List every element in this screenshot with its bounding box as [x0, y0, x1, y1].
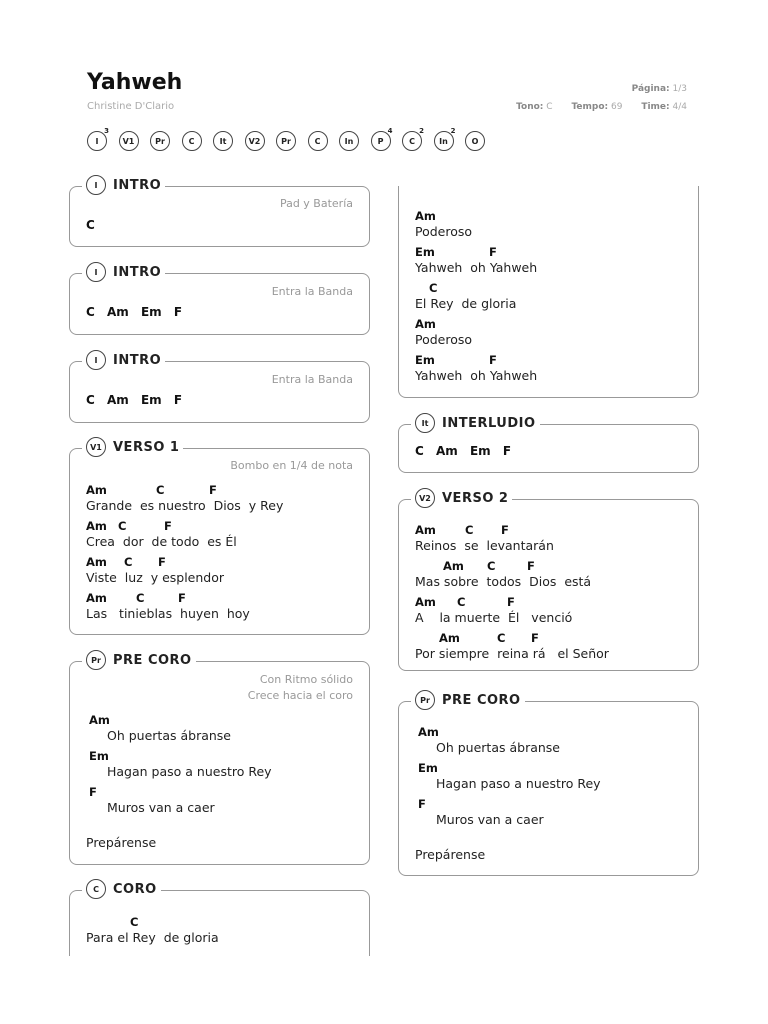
lyric-line: [415, 317, 682, 353]
chord: Em: [415, 353, 435, 367]
section-title: PRE CORO: [113, 652, 192, 668]
section-note: Entra la Banda: [271, 285, 353, 298]
chord: C: [429, 281, 438, 295]
section-note: Pad y Batería: [279, 197, 353, 210]
chord: C: [457, 595, 466, 609]
lyric: Yahweh oh Yahweh: [415, 260, 538, 275]
chord-line: C Am Em F: [86, 305, 183, 319]
lyric: Hagan paso a nuestro Rey: [436, 776, 601, 791]
lyric-final: Prepárense: [415, 847, 486, 862]
section-title: PRE CORO: [442, 692, 521, 708]
section-header: [82, 879, 161, 899]
section-nav: [87, 127, 497, 151]
lyric: Hagan paso a nuestro Rey: [107, 764, 272, 779]
lyric: Poderoso: [415, 332, 473, 347]
section-header: [82, 175, 165, 195]
lyric-line: [86, 591, 353, 627]
section-header: [411, 413, 540, 433]
nav-precoro[interactable]: Pr: [150, 131, 170, 151]
lyric: Para el Rey de gloria: [86, 930, 219, 945]
lyric-line: [415, 523, 682, 559]
section-badge: V2: [415, 488, 435, 508]
lyric: Oh puertas ábranse: [436, 740, 560, 755]
section-verso-1: [69, 439, 370, 635]
section-intro-1: [69, 177, 370, 247]
song-meta: [500, 102, 687, 112]
chord-line: C: [86, 218, 95, 232]
section-note: Entra la Banda: [271, 373, 353, 386]
chord: Em: [418, 761, 438, 775]
lyric: Muros van a caer: [107, 800, 215, 815]
section-badge: I: [86, 350, 106, 370]
nav-precoro-2[interactable]: Pr: [276, 131, 296, 151]
lyric-line: [415, 281, 682, 317]
chord: F: [507, 595, 515, 609]
chord: C: [465, 523, 474, 537]
lyric: Reinos se levantarán: [415, 538, 554, 553]
lyric-line: [418, 725, 682, 761]
section-badge: I: [86, 175, 106, 195]
section-intro-3: [69, 352, 370, 423]
lyric: Yahweh oh Yahweh: [415, 368, 538, 383]
time-label: Time:: [641, 102, 670, 112]
lyric-line: [89, 713, 353, 749]
song-artist: Christine D'Clario: [87, 101, 175, 112]
chord: F: [164, 519, 172, 533]
section-badge: It: [415, 413, 435, 433]
lyric-line: [418, 761, 682, 797]
chord: C: [497, 631, 506, 645]
lyric-final: Prepárense: [86, 835, 157, 850]
section-header: [82, 650, 196, 670]
lyric-line: [415, 245, 682, 281]
lyric-line: [415, 209, 682, 245]
chord: Am: [418, 725, 439, 739]
chord: Am: [89, 713, 110, 727]
chord-line: C Am Em F: [86, 393, 183, 407]
chord: Am: [86, 555, 107, 569]
section-verso-2: [398, 490, 699, 671]
chord: C: [118, 519, 127, 533]
lyric: El Rey de gloria: [415, 296, 517, 311]
section-header: [82, 437, 183, 457]
chord: C: [136, 591, 145, 605]
lyric-line: [86, 555, 353, 591]
chord-line: C Am Em F: [415, 444, 512, 458]
page-info: [632, 84, 687, 94]
nav-instrumental[interactable]: In: [339, 131, 359, 151]
chord: Am: [415, 595, 436, 609]
section-title: INTRO: [113, 352, 162, 368]
chord: F: [418, 797, 426, 811]
time-value: 4/4: [672, 102, 687, 112]
nav-coro-3[interactable]: C 2: [402, 131, 422, 151]
chord: F: [489, 245, 497, 259]
section-badge: V1: [86, 437, 106, 457]
lyric-line: [418, 797, 682, 833]
chord: F: [527, 559, 535, 573]
note-line: Crece hacia el coro: [247, 689, 353, 702]
chord: F: [501, 523, 509, 537]
chord: Em: [415, 245, 435, 259]
chord: Am: [86, 519, 107, 533]
section-badge: C: [86, 879, 106, 899]
chord: Am: [86, 591, 107, 605]
nav-coro-2[interactable]: C: [308, 131, 328, 151]
section-title: INTRO: [113, 177, 162, 193]
chord: Em: [89, 749, 109, 763]
lyric: Poderoso: [415, 224, 473, 239]
section-title: INTRO: [113, 264, 162, 280]
section-note: [248, 672, 353, 704]
nav-verso2[interactable]: V2: [245, 131, 265, 151]
section-title: VERSO 1: [113, 439, 180, 455]
section-header: [82, 262, 165, 282]
section-badge: Pr: [86, 650, 106, 670]
nav-instrumental-2[interactable]: In 2: [434, 131, 454, 151]
lyric-line: [415, 559, 682, 595]
lyric-line: [415, 353, 682, 389]
lyric-line: [86, 483, 353, 519]
chord: Am: [86, 483, 107, 497]
nav-interludio[interactable]: It: [213, 131, 233, 151]
lyric: Por siempre reina rá el Señor: [415, 646, 609, 661]
chord: C: [487, 559, 496, 573]
chord: C: [124, 555, 133, 569]
chord: F: [158, 555, 166, 569]
nav-coro[interactable]: C: [182, 131, 202, 151]
section-precoro-1: [69, 652, 370, 865]
section-header: [411, 690, 525, 710]
section-title: INTERLUDIO: [442, 415, 536, 431]
lyric: Crea dor de todo es Él: [86, 534, 237, 549]
chord: C: [156, 483, 165, 497]
lyric-line: [415, 631, 682, 667]
lyric: Muros van a caer: [436, 812, 544, 827]
key-label: Tono:: [516, 102, 544, 112]
chord: F: [531, 631, 539, 645]
tempo-value: 69: [611, 102, 623, 112]
page-value: 1/3: [672, 84, 687, 94]
song-title: Yahweh: [87, 70, 183, 95]
nav-puente[interactable]: P 4: [371, 131, 391, 151]
nav-verso1[interactable]: V1: [119, 131, 139, 151]
chord: Am: [415, 209, 436, 223]
section-badge: I: [86, 262, 106, 282]
lyric: Grande es nuestro Dios y Rey: [86, 498, 284, 513]
key-value: C: [546, 102, 553, 112]
section-badge: Pr: [415, 690, 435, 710]
lyric: Las tinieblas huyen hoy: [86, 606, 250, 621]
chord: F: [209, 483, 217, 497]
nav-intro[interactable]: I 3: [87, 131, 107, 151]
lyric-line: [86, 519, 353, 555]
lyric-line: [86, 915, 353, 951]
section-header: [82, 350, 165, 370]
tempo-label: Tempo:: [571, 102, 609, 112]
lyric: Viste luz y esplendor: [86, 570, 225, 585]
lyric: Mas sobre todos Dios está: [415, 574, 592, 589]
chord: F: [89, 785, 97, 799]
chord: Am: [415, 523, 436, 537]
lyric-line: [415, 595, 682, 631]
lyric-line: [89, 785, 353, 821]
chord: Am: [443, 559, 464, 573]
section-coro-continued: [398, 186, 699, 398]
section-interludio: [398, 415, 699, 473]
chord: C: [130, 915, 139, 929]
section-precoro-2: [398, 692, 699, 876]
note-line: Con Ritmo sólido: [259, 673, 353, 686]
section-title: VERSO 2: [442, 490, 509, 506]
nav-outro[interactable]: O: [465, 131, 485, 151]
chord: F: [178, 591, 186, 605]
lyric: A la muerte Él venció: [415, 610, 573, 625]
chord: F: [489, 353, 497, 367]
section-note: Bombo en 1/4 de nota: [230, 459, 353, 472]
section-title: CORO: [113, 881, 157, 897]
page-label: Página:: [631, 84, 670, 94]
section-header: [411, 488, 512, 508]
chord: Am: [439, 631, 460, 645]
lyric: Oh puertas ábranse: [107, 728, 231, 743]
chord: Am: [415, 317, 436, 331]
lyric-line: [89, 749, 353, 785]
section-intro-2: [69, 264, 370, 335]
section-coro-1: [69, 881, 370, 956]
